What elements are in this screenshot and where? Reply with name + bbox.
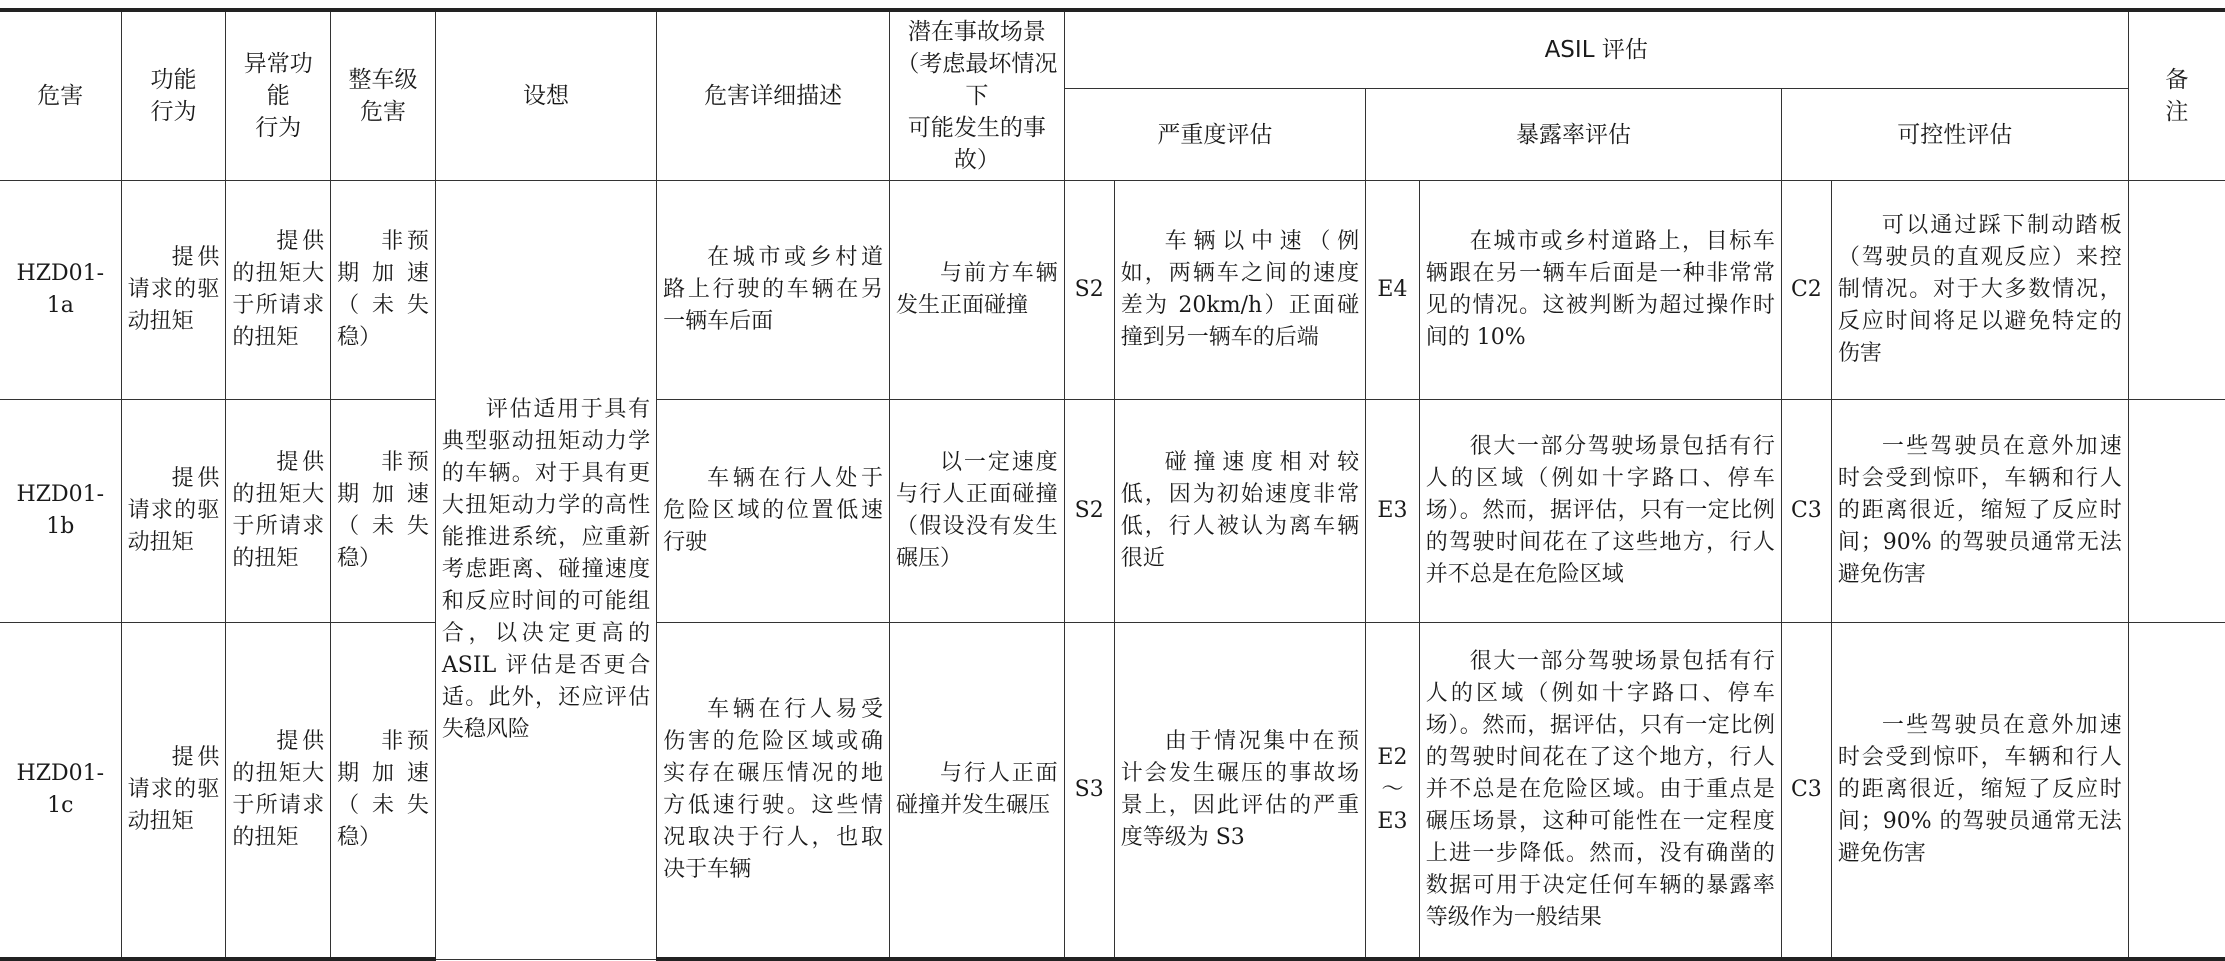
exposure-level: E2 ～ E3 [1366,623,1420,960]
table-row [0,400,2225,623]
severity-level: S2 [1064,400,1114,623]
hazard-detail-cell: 在城市或乡村道路上行驶的车辆在另一辆车后面 [657,181,890,400]
controllability-level: C2 [1781,181,1831,400]
scenario-cell: 以一定速度与行人正面碰撞（假设没有发生碾压） [890,400,1065,623]
hazard-detail-cell: 车辆在行人处于危险区域的位置低速行驶 [657,400,890,623]
controllability-description: 可以通过踩下制动踏板（驾驶员的直观反应）来控制情况。对于大多数情况，反应时间将足以避免特定的伤害 [1831,181,2128,400]
header-vehicle-hazard: 整车级 危害 [331,10,436,181]
severity-level: S3 [1064,623,1114,960]
exposure-level: E4 [1366,181,1420,400]
scenario-cell: 与前方车辆发生正面碰撞 [890,181,1065,400]
remark-cell [2128,400,2225,623]
header-hazard: 危害 [0,10,121,181]
severity-description: 碰撞速度相对较低，因为初始速度非常低，行人被认为离车辆很近 [1114,400,1365,623]
hazard-analysis-table [0,8,2225,961]
severity-level: S2 [1064,181,1114,400]
header-asil: ASIL 评估 [1064,10,2128,89]
vehicle-hazard-cell: 非预期加速（未失稳） [331,400,436,623]
malfunction-cell: 提供的扭矩大于所请求的扭矩 [226,400,331,623]
hazard-detail-cell: 车辆在行人易受伤害的危险区域或确实存在碾压情况的地方低速行驶。这些情况取决于行人，也取决于车辆 [657,623,890,960]
hazard-id: HZD01-1c [0,623,121,960]
exposure-description: 很大一部分驾驶场景包括有行人的区域（例如十字路口、停车场）。然而，据评估，只有一定比例的驾驶时间花在了这个地方，行人并不总是在危险区域。由于重点是碾压场景，这种可能性在一定程度上进一步降低。然而，没有确凿的数据可用于决定任何车辆的暴露率等级作为一般结果 [1419,623,1781,960]
table-row [0,623,2225,960]
header-function: 功能 行为 [121,10,226,181]
scenario-cell: 与行人正面碰撞并发生碾压 [890,623,1065,960]
header-controllability: 可控性评估 [1781,89,2128,181]
malfunction-cell: 提供的扭矩大于所请求的扭矩 [226,181,331,400]
header-hazard-detail: 危害详细描述 [657,10,890,181]
table-row [0,181,2225,400]
header-scenario: 潜在事故场景 （考虑最坏情况下 可能发生的事故） [890,10,1065,181]
hazard-id: HZD01-1b [0,400,121,623]
remark-cell [2128,623,2225,960]
hara-table-container [0,8,2225,961]
function-cell: 提供请求的驱动扭矩 [121,400,226,623]
remark-cell [2128,181,2225,400]
header-malfunction: 异常功能 行为 [226,10,331,181]
controllability-description: 一些驾驶员在意外加速时会受到惊吓，车辆和行人的距离很近，缩短了反应时间；90% 的驾驶员通常无法避免伤害 [1831,623,2128,960]
vehicle-hazard-cell: 非预期加速（未失稳） [331,623,436,960]
exposure-description: 很大一部分驾驶场景包括有行人的区域（例如十字路口、停车场）。然而，据评估，只有一定比例的驾驶时间花在了这些地方，行人并不总是在危险区域 [1419,400,1781,623]
severity-description: 由于情况集中在预计会发生碾压的事故场景上，因此评估的严重度等级为 S3 [1114,623,1365,960]
controllability-level: C3 [1781,623,1831,960]
exposure-description: 在城市或乡村道路上，目标车辆跟在另一辆车后面是一种非常常见的情况。这被判断为超过操作时间的 10% [1419,181,1781,400]
vehicle-hazard-cell: 非预期加速（未失稳） [331,181,436,400]
table-header [0,10,2225,181]
table-body [0,181,2225,960]
header-remark: 备 注 [2128,10,2225,181]
hazard-id: HZD01-1a [0,181,121,400]
controllability-level: C3 [1781,400,1831,623]
severity-description: 车辆以中速（例如，两辆车之间的速度差为 20km/h）正面碰撞到另一辆车的后端 [1114,181,1365,400]
header-severity: 严重度评估 [1064,89,1366,181]
header-exposure: 暴露率评估 [1366,89,1782,181]
exposure-level: E3 [1366,400,1420,623]
function-cell: 提供请求的驱动扭矩 [121,181,226,400]
controllability-description: 一些驾驶员在意外加速时会受到惊吓，车辆和行人的距离很近，缩短了反应时间；90% 的驾驶员通常无法避免伤害 [1831,400,2128,623]
assumption-cell: 评估适用于具有典型驱动扭矩动力学的车辆。对于具有更大扭矩动力学的高性能推进系统，应重新考虑距离、碰撞速度和反应时间的可能组合，以决定更高的ASIL 评估是否更合适。此外，还应评估失稳风险 [435,181,656,960]
header-assumption: 设想 [435,10,656,181]
malfunction-cell: 提供的扭矩大于所请求的扭矩 [226,623,331,960]
function-cell: 提供请求的驱动扭矩 [121,623,226,960]
